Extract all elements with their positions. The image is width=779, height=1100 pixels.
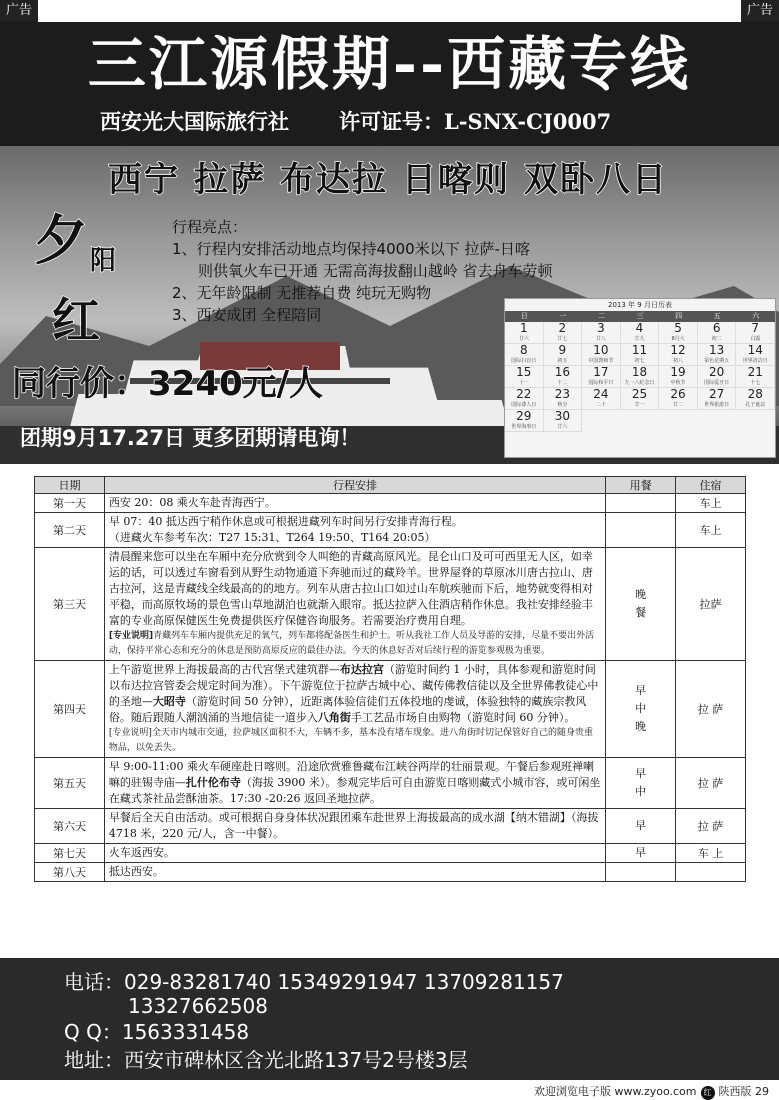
address-label: 地址： (64, 1048, 124, 1072)
table-row (35, 513, 746, 548)
note-label: [专业说明] (108, 631, 154, 641)
ad-tag-right: 广告 (741, 0, 779, 22)
calendar-day-note: 国际爱牙日 (704, 380, 730, 386)
phone-label: 电话： (64, 970, 124, 994)
agency-line (100, 106, 611, 136)
plan-cell: 早餐后全天自由活动。或可根据自身身体状况跟团乘车赴世界上海拔最高的成水湖【纳木错湖】（海拔 4718 米，220 元/人，含一中餐）。 (104, 809, 605, 844)
license-number: 许可证号：L-SNX-CJ0007 (339, 109, 612, 134)
calendar-day-cell (736, 344, 775, 366)
note-label: [专业说明] (108, 728, 152, 738)
calendar-day-cell (736, 322, 775, 344)
sunset-char: 红 (52, 293, 101, 349)
plan-text (109, 662, 601, 726)
calendar-day-cell (544, 410, 583, 432)
phone-row (64, 966, 564, 995)
calendar-day-number: 15 (516, 365, 532, 379)
calendar-day-cell (505, 344, 544, 366)
table-row (35, 863, 746, 882)
calendar-day-number: 24 (593, 387, 609, 401)
phone-row-2 (128, 994, 268, 1018)
calendar-day-cell (544, 388, 583, 410)
calendar-day-cell (736, 388, 775, 410)
calendar-day-note: 初七 (634, 358, 645, 364)
calendar-day-note: 廿九 (634, 336, 645, 342)
calendar-day-note: 初八 (673, 358, 684, 364)
calendar-day-cell (736, 366, 775, 388)
calendar-day-cell (544, 322, 583, 344)
calendar-day-note: 十七 (750, 380, 761, 386)
calendar-day-number: 19 (670, 365, 686, 379)
calendar-day-number: 7 (751, 321, 760, 335)
table-row (35, 494, 746, 513)
calendar-day-note: 廿六 (518, 336, 529, 342)
calendar-day-note: 廿二 (673, 402, 684, 408)
calendar-day-note: 初二 (711, 336, 722, 342)
meal-item: 晚 (635, 720, 647, 733)
calendar-day-number: 17 (593, 365, 609, 379)
calendar-day-note: 白露 (750, 336, 761, 342)
calendar-day-number: 2 (558, 321, 567, 335)
calendar-day-number: 16 (554, 365, 570, 379)
plan-cell: 火车返西安。 (104, 844, 605, 863)
calendar-day-cell (698, 366, 737, 388)
calendar-day-note: 世界旅游日 (704, 402, 730, 408)
calendar-day-note: 中国教师节 (588, 358, 614, 364)
table-row (35, 661, 746, 758)
meal-cell: 早 (606, 809, 676, 844)
calendar-day-number: 14 (747, 343, 763, 357)
plan-text: 早 07：40 抵达西宁稍作休息或可根据进藏列车时间另行安排青海行程。 (108, 515, 463, 528)
attraction-name: 布达拉宫 (339, 663, 384, 676)
calendar-day-number: 3 (597, 321, 605, 335)
day-cell: 第一天 (35, 494, 105, 513)
calendar-day-note: 世界清洁日 (742, 358, 768, 364)
calendar-day-note: 二十 (595, 402, 606, 408)
calendar-day-cell (505, 366, 544, 388)
calendar-day-note: 孔子诞辰 (745, 402, 766, 408)
calendar-day-note: 国际聋人日 (511, 402, 537, 408)
address-row (64, 1044, 468, 1073)
meal-cell (606, 758, 676, 809)
calendar-day-number: 27 (708, 387, 725, 401)
weekday-header: 二 (582, 311, 621, 322)
calendar-day-note: 九一八纪念日 (624, 380, 655, 386)
calendar-day-note: 秋分 (557, 402, 568, 408)
calendar-day-cell (621, 322, 660, 344)
note-text: 全天市内城市交通，拉萨城区面积不大，车辆不多，基本没有堵车现象。进八角街时切记保管好自己的随身贵重物品，以免丢失。 (108, 728, 593, 753)
header-day: 日期 (35, 477, 105, 494)
meal-cell: 早 (606, 844, 676, 863)
calendar-day-note: 十二 (557, 380, 568, 386)
calendar-day-cell (621, 344, 660, 366)
professional-note (109, 726, 601, 756)
highlight-line: 3、西安成团 全程陪同 (172, 306, 322, 324)
plan-cell: 西安 20：08 乘火车赴青海西宁。 (104, 494, 605, 513)
meal-cell (606, 863, 676, 882)
highlight-line: 1、行程内安排活动地点均保持4000米以下 拉萨-日喀 (172, 240, 530, 258)
itinerary-table (34, 476, 746, 882)
calendar-day-cell (505, 322, 544, 344)
footer-text (534, 1083, 769, 1100)
weekday-header: 六 (736, 311, 775, 322)
agency-name: 西安光大国际旅行社 (100, 109, 289, 134)
calendar-day-cell (621, 388, 660, 410)
calendar-day-cell (582, 388, 621, 410)
plan-cell (104, 758, 605, 809)
day-cell: 第六天 (35, 809, 105, 844)
phone-numbers[interactable]: 029-83281740 15349291947 13709281157 (124, 970, 564, 994)
meal-item: 餐 (635, 606, 647, 619)
day-cell: 第四天 (35, 661, 105, 758)
route-stop: 日喀则 (402, 160, 510, 200)
meal-item: 中 (635, 785, 647, 798)
calendar-day-number: 10 (593, 343, 609, 357)
calendar-day-number: 20 (708, 365, 725, 379)
train-reference: （进藏火车参考车次：T27 15:31、T264 19:50、T164 20:05） (108, 531, 436, 544)
plan-cell (104, 548, 605, 661)
stay-cell: 车 上 (676, 844, 746, 863)
calendar-day-number: 28 (747, 387, 763, 401)
calendar-day-cell (582, 344, 621, 366)
calendar-day-note: 国际扫盲日 (511, 358, 537, 364)
attraction-name: 八角街 (317, 711, 351, 724)
calendar-day-cell (544, 366, 583, 388)
ad-tag-left: 广告 (0, 0, 38, 22)
route-stop: 布达拉 (280, 160, 388, 200)
calendar-day-cell (582, 366, 621, 388)
calendar-grid (505, 311, 775, 432)
calendar-day-cell (698, 388, 737, 410)
day-cell: 第八天 (35, 863, 105, 882)
plan-cell (104, 661, 605, 758)
calendar-day-cell (544, 344, 583, 366)
qq-number[interactable]: 1563331458 (121, 1020, 250, 1044)
calendar-day-number: 26 (670, 387, 686, 401)
header-stay: 住宿 (676, 477, 746, 494)
meal-cell (606, 548, 676, 661)
meal-item: 早 (635, 767, 647, 780)
calendar-day-note: 国际和平日 (588, 380, 614, 386)
highlight-line: 2、无年龄限制 无推荐自费 纯玩无购物 (172, 284, 432, 302)
day-cell: 第五天 (35, 758, 105, 809)
stay-cell: 车上 (676, 513, 746, 548)
hero-image (0, 146, 779, 464)
calendar-day-cell (659, 322, 698, 344)
header-plan: 行程安排 (104, 477, 605, 494)
header-meal: 用餐 (606, 477, 676, 494)
qq-label: Q Q： (64, 1020, 122, 1044)
weekday-header: 三 (621, 311, 660, 322)
day-cell: 第二天 (35, 513, 105, 548)
sunset-char: 阳 (90, 246, 117, 276)
weekday-header: 日 (505, 311, 544, 322)
page-title: 三江源假期--西藏专线 (87, 30, 692, 98)
meal-item: 中 (635, 702, 647, 715)
table-row (35, 809, 746, 844)
calendar-day-number: 6 (712, 321, 721, 335)
calendar-title: 2013 年 9 月日历表 (608, 301, 672, 309)
day-cell: 第七天 (35, 844, 105, 863)
calendar-day-number: 5 (674, 321, 682, 335)
calendar-day-note: 十一 (518, 380, 529, 386)
calendar-day-number: 22 (516, 387, 532, 401)
plan-cell: 抵达西安。 (104, 863, 605, 882)
calendar-day-number: 11 (631, 343, 648, 357)
calendar-day-number: 1 (519, 321, 528, 335)
calendar-day-cell (698, 322, 737, 344)
calendar-day-cell (659, 344, 698, 366)
highlights-title: 行程亮点： (172, 218, 248, 236)
meal-cell (606, 494, 676, 513)
meal-item: 早 (635, 684, 647, 697)
table-row (35, 844, 746, 863)
calendar-day-note: 初五 (557, 358, 568, 364)
calendar-day-number: 25 (631, 387, 648, 401)
stay-cell: 拉 萨 (676, 758, 746, 809)
plan-fragment: （海拔 3900 米）。参观完毕后可自由游览日喀则藏式小城市容，或可闲坐在藏式茶社品尝酥油茶。17:30 -20:26 返回圣地拉萨。 (108, 776, 601, 805)
plan-text (109, 759, 601, 807)
trip-highlights (172, 216, 553, 326)
plan-fragment: 上午游览世界上海拔最高的古代宫堡式建筑群— (108, 663, 340, 676)
weekday-header: 四 (659, 311, 698, 322)
route-banner (108, 152, 682, 201)
table-row (35, 548, 746, 661)
calendar-day-cell (659, 388, 698, 410)
calendar-day-number: 8 (519, 343, 528, 357)
stay-cell: 拉萨 (676, 548, 746, 661)
meal-item: 晚 (635, 588, 647, 601)
page-footer (0, 1080, 779, 1100)
calendar-day-note: 世界海事日 (511, 424, 537, 430)
page-number: 29 (755, 1085, 769, 1098)
weekday-header: 五 (698, 311, 737, 322)
plan-fragment: （游览时间约 1 小时，具体参观和游览时间以布达拉宫管委会规定时间为准）。下午游览位于拉萨古城中心、藏传佛教信徒以及全世界佛教徒心中的圣地— (108, 663, 599, 708)
calendar-day-cell (505, 388, 544, 410)
table-header-row (35, 477, 746, 494)
calendar-day-note: 廿一 (634, 402, 645, 408)
calendar-day-note: 第色星期五 (704, 358, 730, 364)
day-cell: 第三天 (35, 548, 105, 661)
weekday-header: 一 (544, 311, 583, 322)
meal-cell (606, 661, 676, 758)
calendar-day-cell (582, 322, 621, 344)
plan-text: 清晨醒来您可以坐在车厢中充分欣赏到令人叫绝的青藏高原风光。昆仑山口及可可西里无人区，如幸运的话，可以透过车窗看到从野生动物通道下奔驰而过的藏羚羊。世界屋脊的草原冰川唐古拉山、唐古拉河，这是青藏线全线最高的的地方。列车从唐古拉山口如过山车航疾驰而下后，地势就变得相对平稳，而高原牧场的景色雪山草地湖泊也就渐入眼帘。抵达拉萨入住酒店稍作休息。我社安排经验丰富的专业高原保健医生免费提供医疗保健咨询服务。若需要治疗费用自理。 (108, 550, 593, 627)
calendar-day-number: 29 (516, 409, 532, 423)
stay-cell: 车上 (676, 494, 746, 513)
edition-badge-icon: 红 (701, 1086, 715, 1100)
route-stop: 双卧八日 (524, 160, 668, 200)
calendar-day-cell (621, 366, 660, 388)
attraction-name: 大昭寺 (152, 695, 186, 708)
plan-fragment: （游览时间 50 分钟），近距离体验信徒们五体投地的虔诚，体验独特的藏族宗教风俗。随后跟随人潮汹涌的当地信徒一道步入 (108, 695, 587, 724)
plan-fragment: 手工艺品市场自由购物（游览时间 60 分钟）。 (350, 711, 576, 724)
plan-cell (104, 513, 605, 548)
calendar-sept-2013 (504, 298, 776, 458)
calendar-day-note: 廿八 (595, 336, 606, 342)
address-text: 西安市碑林区含光北路137号2号楼3层 (124, 1048, 468, 1072)
table-row (35, 758, 746, 809)
phone-number[interactable]: 13327662508 (128, 994, 268, 1018)
calendar-day-cell (505, 410, 544, 432)
calendar-day-number: 9 (558, 343, 567, 357)
footer-welcome-link[interactable]: 欢迎浏览电子版 www.zyoo.com (533, 1085, 697, 1098)
calendar-day-number: 30 (554, 409, 570, 423)
note-text: 青藏列车车厢内提供充足的氧气，列车都将配备医生和护士。听从我社工作人员及导游的安排，尽量不要出外活动，保持平常心态和充分的休息是预防高原反应的最佳办法。今天的休息好否对后续行程的游览参观极为重要。 (108, 631, 595, 656)
meal-cell (606, 513, 676, 548)
trade-price: 同行价：3240元/人 (12, 364, 324, 404)
calendar-day-number: 4 (635, 321, 644, 335)
route-stop: 拉萨 (194, 160, 266, 200)
qq-row (64, 1016, 249, 1045)
edition-name: 陕西版 (718, 1085, 752, 1098)
stay-cell: 拉 萨 (676, 661, 746, 758)
calendar-day-number: 13 (708, 343, 725, 357)
stay-cell: 拉 萨 (676, 809, 746, 844)
calendar-day-cell (659, 366, 698, 388)
calendar-day-note: 廿六 (557, 424, 568, 430)
calendar-day-number: 21 (747, 365, 763, 379)
attraction-name: 扎什伦布寺 (185, 776, 241, 789)
sunset-char: 夕 (34, 209, 88, 272)
calendar-day-cell (698, 344, 737, 366)
calendar-day-note: 8月大 (671, 336, 685, 342)
highlight-line: 则供氧火车已开通 无需高海拔翻山越岭 省去舟车劳顿 (198, 262, 553, 280)
stay-cell (676, 863, 746, 882)
calendar-day-note: 廿七 (557, 336, 568, 342)
route-stop: 西宁 (108, 160, 180, 200)
header-banner (0, 22, 779, 146)
calendar-day-note: 中秋节 (670, 380, 686, 386)
contact-panel (0, 958, 779, 1080)
departure-dates: 团期9月17.27日 更多团期请电询！ (20, 426, 361, 450)
professional-note (109, 629, 601, 659)
calendar-day-number: 23 (554, 387, 570, 401)
calendar-day-number: 18 (631, 365, 648, 379)
calendar-day-number: 12 (670, 343, 686, 357)
plan-fragment: 早 9:00-11:00 乘火车硬座赴日喀则。沿途欣赏雅鲁藏布江峡谷两岸的壮丽景观。午餐后参观班禅喇嘛的驻锡寺庙— (108, 760, 595, 789)
